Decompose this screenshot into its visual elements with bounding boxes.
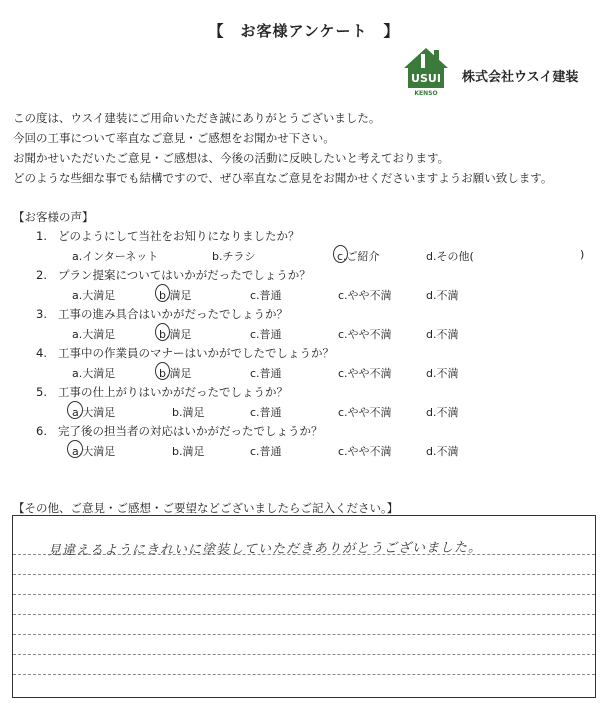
ruled-line xyxy=(13,614,595,615)
q3-option-b[interactable]: b.満足 xyxy=(159,328,192,341)
q5-option-c[interactable]: c.普通 xyxy=(250,406,282,419)
selection-circle xyxy=(155,284,170,302)
question-5: 5. 工事の仕上がりはいかがだったでしょうか？ xyxy=(36,385,288,399)
ruled-line xyxy=(13,674,595,675)
intro-line: 今回の工事について率直なご意見・ご感想をお聞かせ下さい。 xyxy=(13,131,335,145)
company-logo xyxy=(398,44,454,96)
q5-option-a[interactable]: a.大満足 xyxy=(72,406,116,419)
q3-option-c[interactable]: c.普通 xyxy=(250,328,282,341)
selection-circle xyxy=(67,401,83,419)
logo-subtext: KENSO xyxy=(414,90,438,96)
comments-heading: 【その他、ご意見・ご感想・ご要望などございましたらご記入ください。】 xyxy=(13,501,399,515)
ruled-line xyxy=(13,594,595,595)
q1-option-c[interactable]: c.ご紹介 xyxy=(337,250,380,263)
q5-option-d[interactable]: d.不満 xyxy=(426,406,459,419)
handwritten-comment: 見違えるようにきれいに塗装していただきありがとうございました。 xyxy=(47,540,483,559)
q1-option-d[interactable]: d.その他( xyxy=(426,250,474,263)
q5-option-b[interactable]: b.満足 xyxy=(172,406,205,419)
q6-option-d[interactable]: d.不満 xyxy=(426,445,459,458)
company-name: 株式会社ウスイ建装 xyxy=(462,70,579,85)
ruled-line xyxy=(13,634,595,635)
q2-option-c[interactable]: c.普通 xyxy=(250,289,282,302)
intro-line: どのような些細な事でも結構ですので、ぜひ率直なご意見をお聞かせくださいますようお願い致します。 xyxy=(13,171,553,185)
question-3: 3. 工事の進み具合はいかがだったでしょうか？ xyxy=(36,307,288,321)
q2-option-b[interactable]: b.満足 xyxy=(159,289,192,302)
q6-option-c2[interactable]: c.やや不満 xyxy=(338,445,392,458)
logo-text: USUI xyxy=(411,72,441,85)
section-title: 【お客様の声】 xyxy=(13,210,94,224)
question-2: 2. プラン提案についてはいかがだったでしょうか？ xyxy=(36,268,311,282)
q2-option-d[interactable]: d.不満 xyxy=(426,289,459,302)
ruled-line xyxy=(13,574,595,575)
ruled-line xyxy=(13,654,595,655)
selection-circle xyxy=(67,440,83,458)
q3-option-a[interactable]: a.大満足 xyxy=(72,328,116,341)
intro-line: お聞かせいただいたご意見・ご感想は、今後の活動に反映したいと考えております。 xyxy=(13,151,450,165)
q4-option-c[interactable]: c.普通 xyxy=(250,367,282,380)
intro-line: この度は、ウスイ建装にご用命いただき誠にありがとうございました。 xyxy=(13,111,381,125)
q4-option-a[interactable]: a.大満足 xyxy=(72,367,116,380)
q4-option-d[interactable]: d.不満 xyxy=(426,367,459,380)
selection-circle xyxy=(333,245,348,263)
page-title: 【 お客様アンケート 】 xyxy=(208,22,400,40)
q6-option-c[interactable]: c.普通 xyxy=(250,445,282,458)
question-1: 1. どのようにして当社をお知りになりましたか？ xyxy=(36,229,300,243)
question-4: 4. 工事中の作業員のマナーはいかがでしたでしょうか？ xyxy=(36,346,334,360)
q6-option-b[interactable]: b.満足 xyxy=(172,445,205,458)
q1-option-a[interactable]: a.インターネット xyxy=(72,250,159,263)
q4-option-b[interactable]: b.満足 xyxy=(159,367,192,380)
q3-option-d[interactable]: d.不満 xyxy=(426,328,459,341)
q1-option-d-close: ) xyxy=(580,248,585,261)
q2-option-a[interactable]: a.大満足 xyxy=(72,289,116,302)
q1-option-b[interactable]: b.チラシ xyxy=(212,250,256,263)
q5-option-c2[interactable]: c.やや不満 xyxy=(338,406,392,419)
q3-option-c2[interactable]: c.やや不満 xyxy=(338,328,392,341)
selection-circle xyxy=(155,362,170,380)
q6-option-a[interactable]: a.大満足 xyxy=(72,445,116,458)
question-6: 6. 完了後の担当者の対応はいかがだったでしょうか？ xyxy=(36,424,323,438)
q2-option-c2[interactable]: c.やや不満 xyxy=(338,289,392,302)
q4-option-c2[interactable]: c.やや不満 xyxy=(338,367,392,380)
selection-circle xyxy=(155,323,170,341)
